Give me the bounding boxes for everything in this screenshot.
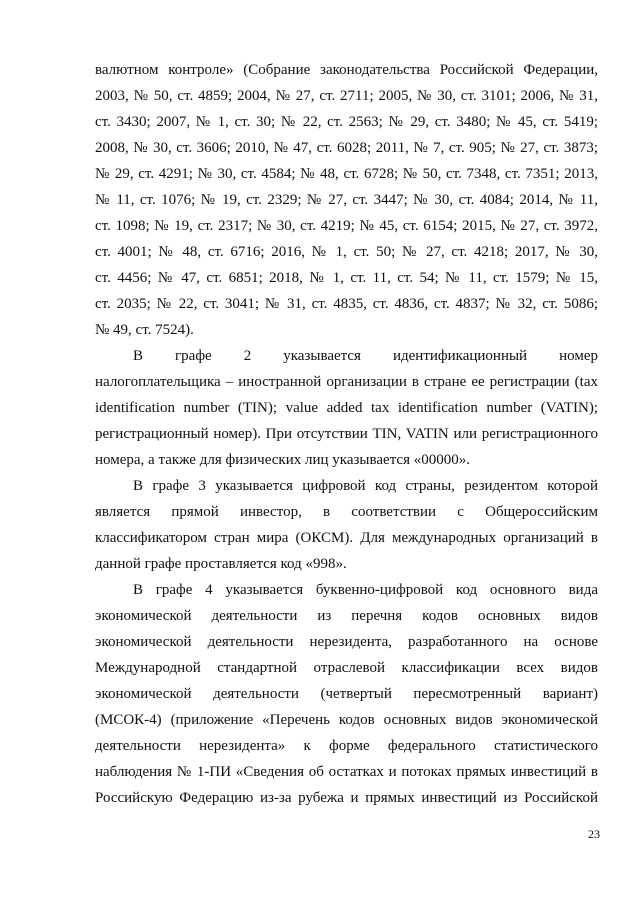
page-number: 23 [588, 827, 600, 841]
text-line: № 49, ст. 7524). [95, 322, 194, 338]
text-line: identification number (TIN); value added tax identification number (VATIN); [95, 400, 598, 416]
text-line: № 29, ст. 4291; № 30, ст. 4584; № 48, ст. 6728; № 50, ст. 7348, ст. 7351; 2013, [95, 166, 598, 182]
text-line: деятельности нерезидента» к форме федерального статистического [95, 738, 598, 754]
text-line: экономической деятельности из перечня кодов основных видов [95, 608, 598, 624]
text-line: 2003, № 50, ст. 4859; 2004, № 27, ст. 2711; 2005, № 30, ст. 3101; 2006, № 31, [95, 88, 598, 104]
text-line: наблюдения № 1-ПИ «Сведения об остатках и потоках прямых инвестиций в [95, 764, 598, 780]
text-line: ст. 1098; № 19, ст. 2317; № 30, ст. 4219; № 45, ст. 6154; 2015, № 27, ст. 3972, [95, 218, 598, 234]
text-line: ст. 2035; № 22, ст. 3041; № 31, ст. 4835, ст. 4836, ст. 4837; № 32, ст. 5086; [95, 296, 598, 312]
text-line: данной графе проставляется код «998». [95, 556, 347, 572]
text-line: классификатором стран мира (ОКСМ). Для международных организаций в [95, 530, 598, 546]
text-line: номера, а также для физических лиц указывается «00000». [95, 452, 470, 468]
text-line: ст. 4001; № 48, ст. 6716; 2016, № 1, ст. 50; № 27, ст. 4218; 2017, № 30, [95, 244, 598, 260]
text-line: является прямой инвестор, в соответствии с Общероссийским [95, 504, 598, 520]
text-line: налогоплательщика – иностранной организации в стране ее регистрации (tax [95, 374, 598, 390]
text-line: ст. 3430; 2007, № 1, ст. 30; № 22, ст. 2563; № 29, ст. 3480; № 45, ст. 5419; [95, 114, 598, 130]
text-line: экономической деятельности (четвертый пересмотренный вариант) [95, 686, 598, 702]
paragraph-column-4 [95, 577, 598, 811]
text-line: Международной стандартной отраслевой классификации всех видов [95, 660, 598, 676]
text-line: № 11, ст. 1076; № 19, ст. 2329; № 27, ст. 3447; № 30, ст. 4084; 2014, № 11, [95, 192, 598, 208]
text-line: 2008, № 30, ст. 3606; 2010, № 47, ст. 6028; 2011, № 7, ст. 905; № 27, ст. 3873; [95, 140, 598, 156]
text-line: регистрационный номер). При отсутствии TIN, VATIN или регистрационного [95, 426, 598, 442]
text-line: ст. 4456; № 47, ст. 6851; 2018, № 1, ст. 11, ст. 54; № 11, ст. 1579; № 15, [95, 270, 598, 286]
text-line: В графе 3 указывается цифровой код страны, резидентом которой [133, 478, 598, 494]
text-line: валютном контроле» (Собрание законодательства Российской Федерации, [95, 62, 598, 78]
paragraph-column-2 [95, 343, 598, 473]
paragraph-column-3 [95, 473, 598, 577]
text-line: В графе 2 указывается идентификационный номер [133, 348, 598, 364]
text-line: (МСОК-4) (приложение «Перечень кодов основных видов экономической [95, 712, 598, 728]
text-line: экономической деятельности нерезидента, разработанного на основе [95, 634, 598, 650]
paragraph-legislation-references [95, 57, 598, 343]
text-line: В графе 4 указывается буквенно-цифровой код основного вида [133, 582, 598, 598]
document-body [95, 57, 598, 811]
text-line: Российскую Федерацию из-за рубежа и прямых инвестиций из Российской [95, 790, 598, 806]
